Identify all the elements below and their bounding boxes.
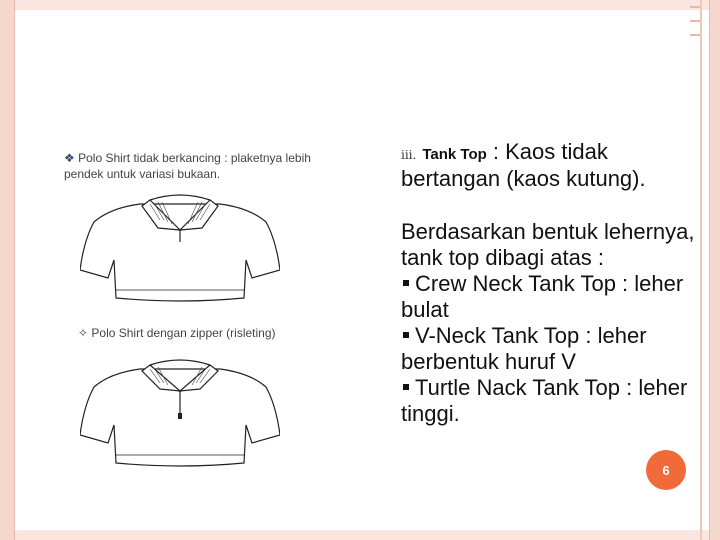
tank-top-section — [401, 140, 701, 427]
list-item-text: Crew Neck Tank Top : leher bulat — [401, 271, 684, 322]
caption-text: Polo Shirt dengan zipper (risleting) — [91, 326, 276, 340]
tank-top-heading — [401, 140, 701, 191]
star-bullet-icon: ✧ — [78, 326, 89, 340]
tank-top-body — [401, 219, 701, 427]
list-item-text: Turtle Nack Tank Top : leher tinggi. — [401, 375, 688, 426]
roman-numeral: iii. — [401, 148, 417, 162]
frame-top-border — [15, 0, 709, 10]
caption-polo-no-button — [64, 150, 344, 182]
diamond-bullet-icon: ❖ — [64, 151, 75, 165]
tank-top-definition: : Kaos tidak bertangan (kaos kutung). — [401, 139, 646, 191]
list-item — [401, 323, 701, 375]
frame-bottom-border — [15, 530, 709, 540]
intro-text: Berdasarkan bentuk lehernya, tank top dibagi atas : — [401, 219, 695, 270]
caption-polo-zipper — [78, 325, 358, 341]
frame-dash — [690, 34, 700, 36]
caption-text: Polo Shirt tidak berkancing : plaketnya lebih pendek untuk variasi bukaan. — [64, 151, 311, 181]
square-bullet-icon — [403, 384, 409, 390]
polo-shirt-zipper-illustration — [80, 355, 280, 470]
square-bullet-icon — [403, 280, 409, 286]
tank-top-title: Tank Top — [422, 146, 487, 163]
frame-dash — [690, 6, 700, 8]
page-number-badge: 6 — [646, 450, 686, 490]
frame-left-border — [0, 0, 14, 540]
list-item-text: V-Neck Tank Top : leher berbentuk huruf V — [401, 323, 647, 374]
polo-shirt-placket-illustration — [80, 190, 280, 305]
frame-dash — [690, 20, 700, 22]
frame-right-line — [709, 0, 710, 540]
list-item — [401, 375, 701, 427]
frame-right-border — [710, 0, 720, 540]
list-item — [401, 271, 701, 323]
frame-left-line — [14, 0, 15, 540]
square-bullet-icon — [403, 332, 409, 338]
